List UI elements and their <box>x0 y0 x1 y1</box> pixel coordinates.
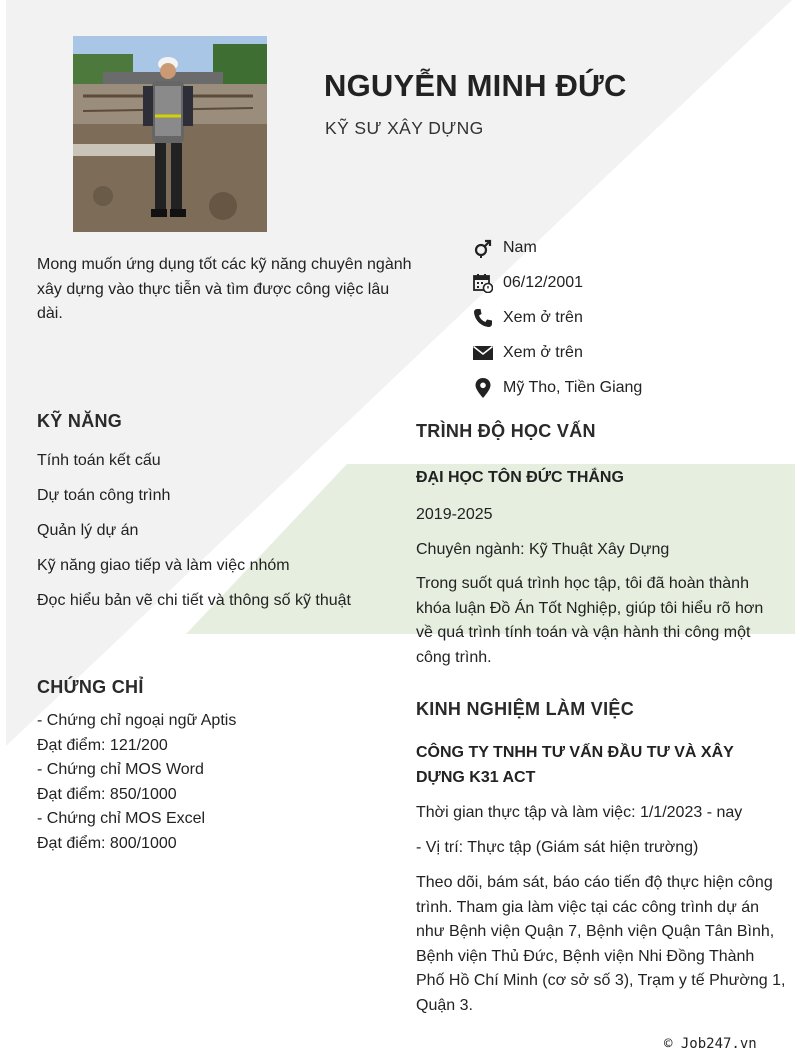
location-text: Mỹ Tho, Tiền Giang <box>503 378 643 396</box>
certificates-list <box>37 709 397 857</box>
location-icon <box>472 377 494 399</box>
skills-heading: KỸ NĂNG <box>37 411 123 431</box>
info-birthdate <box>472 266 792 301</box>
education-section <box>416 466 784 670</box>
personal-info <box>472 231 792 405</box>
phone-text: Xem ở trên <box>503 308 583 326</box>
info-gender <box>472 231 792 266</box>
experience-position: - Vị trí: Thực tập (Giám sát hiện trường) <box>416 839 699 856</box>
certificate-line: Đạt điểm: 850/1000 <box>37 785 177 803</box>
skill-item: Dự toán công trình <box>37 487 171 504</box>
phone-icon <box>472 307 494 329</box>
info-phone <box>472 301 792 336</box>
candidate-name: NGUYỄN MINH ĐỨC <box>324 68 627 103</box>
footer-copyright: © Job247.vn <box>664 1036 757 1052</box>
calendar-icon <box>472 272 494 294</box>
certificate-line: Đạt điểm: 121/200 <box>37 736 168 754</box>
skill-item: Tính toán kết cấu <box>37 452 161 469</box>
company-name: CÔNG TY TNHH TƯ VẤN ĐẦU TƯ VÀ XÂY DỰNG K31 ACT <box>416 744 734 786</box>
experience-period: Thời gian thực tập và làm việc: 1/1/2023 - nay <box>416 804 743 821</box>
career-objective: Mong muốn ứng dụng tốt các kỹ năng chuyên ngành xây dựng vào thực tiễn và tìm được công việc lâu dài. <box>37 256 412 322</box>
profile-photo <box>73 36 267 232</box>
experience-heading: KINH NGHIỆM LÀM VIỆC <box>416 699 635 719</box>
experience-section <box>416 741 786 1019</box>
skill-item: Kỹ năng giao tiếp và làm việc nhóm <box>37 557 290 574</box>
job-title: KỸ SƯ XÂY DỰNG <box>325 118 484 138</box>
certificates-heading: CHỨNG CHỈ <box>37 677 144 697</box>
birthdate-text: 06/12/2001 <box>503 274 584 292</box>
experience-description: Theo dõi, bám sát, báo cáo tiến độ thực hiện công trình. Tham gia làm việc tại các công trình dự án như Bệnh viện Quận 7, Bệnh viện Quận Tân Bình, Bệnh viện Thủ Đức, Bệnh viện Nhi Đồng Thành Phố Hồ Chí Minh (cơ sở số 3), Trạm y tế Phường 1, Quận 3. <box>416 874 786 1014</box>
education-heading: TRÌNH ĐỘ HỌC VẤN <box>416 421 596 441</box>
education-description: Trong suốt quá trình học tập, tôi đã hoàn thành khóa luận Đồ Án Tốt Nghiệp, giúp tôi hiểu rõ hơn về quá trình tính toán và vận hành thi công một công trình. <box>416 575 764 666</box>
skill-item: Quản lý dự án <box>37 522 139 539</box>
email-text: Xem ở trên <box>503 343 583 361</box>
info-location <box>472 370 792 405</box>
skills-list <box>37 449 377 624</box>
certificate-line: - Chứng chỉ MOS Excel <box>37 810 206 828</box>
skill-item: Đọc hiểu bản vẽ chi tiết và thông số kỹ thuật <box>37 592 351 609</box>
certificate-line: - Chứng chỉ MOS Word <box>37 761 204 779</box>
gender-icon <box>472 237 494 259</box>
gender-text: Nam <box>503 239 537 257</box>
certificate-line: Đạt điểm: 800/1000 <box>37 834 177 852</box>
email-icon <box>472 342 494 364</box>
school-name: ĐẠI HỌC TÔN ĐỨC THẮNG <box>416 469 624 486</box>
education-period: 2019-2025 <box>416 506 493 523</box>
info-email <box>472 335 792 370</box>
education-major: Chuyên ngành: Kỹ Thuật Xây Dựng <box>416 540 670 558</box>
certificate-line: - Chứng chỉ ngoại ngữ Aptis <box>37 712 237 729</box>
